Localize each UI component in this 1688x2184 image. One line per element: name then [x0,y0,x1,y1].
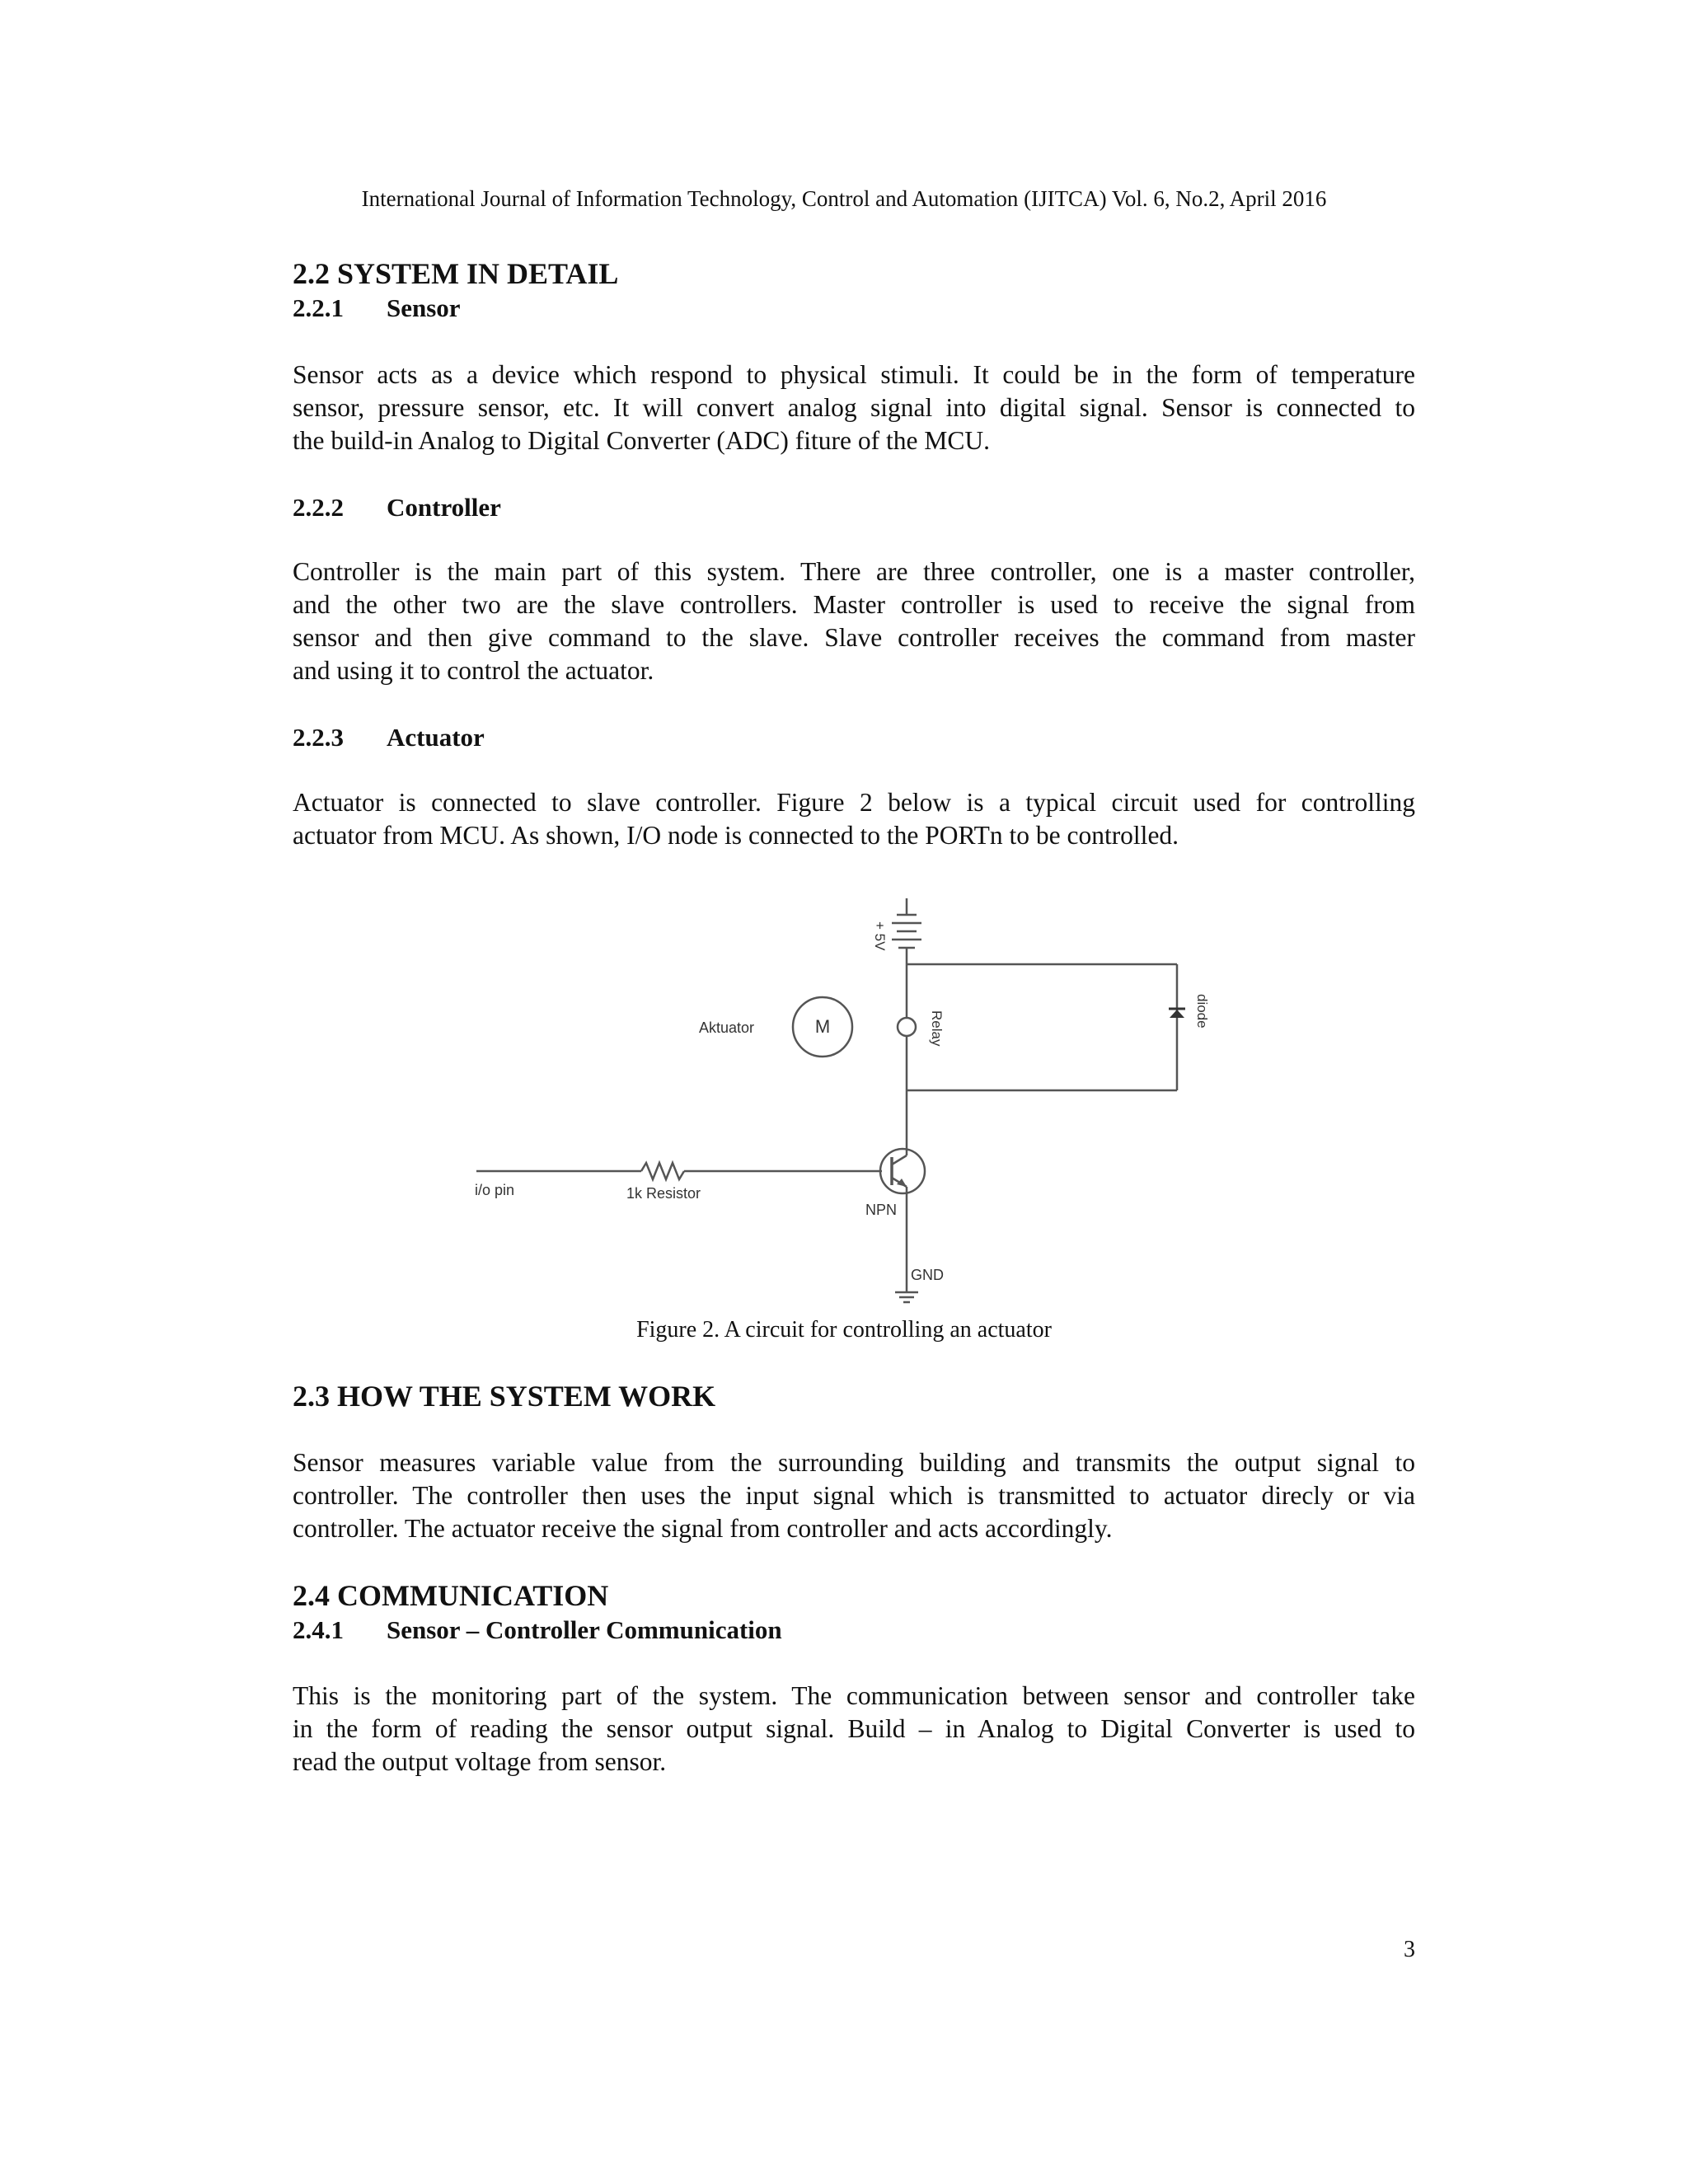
section-2-2-1-heading [293,292,1415,325]
section-2-2-heading: 2.2 SYSTEM IN DETAIL [293,257,619,290]
emitter-arrow [897,1179,907,1187]
paragraph-line: sensor, pressure sensor, etc. It will convert analog signal into digital signal. Sensor is connected to [293,393,1415,422]
aktuator-label: Aktuator [699,1019,755,1036]
controller-paragraph [293,555,1415,687]
sensor-paragraph [293,359,1415,457]
page-number: 3 [1404,1937,1415,1962]
paragraph-line: controller. The actuator receive the signal from controller and acts accordingly. [293,1514,1113,1543]
heading-number: 2.2.3 [293,723,344,752]
actuator-paragraph [293,786,1415,852]
paragraph-line: Sensor acts as a device which respond to physical stimuli. It could be in the form of temperature [293,360,1415,389]
circuit-figure [462,890,1236,1310]
diode-triangle [1170,1010,1184,1018]
motor-label: M [814,1016,831,1037]
diode-label: diode [1194,994,1210,1029]
paragraph-line: actuator from MCU. As shown, I/O node is connected to the PORTn to be controlled. [293,821,1179,850]
supply-label: + 5V [872,921,888,951]
paragraph-line: controller. The controller then uses the input signal which is transmitted to actuator direcly or via [293,1481,1415,1510]
heading-title: Sensor – Controller Communication [387,1615,782,1644]
heading-title: Sensor [387,293,461,322]
heading-title: Controller [387,493,501,522]
transistor-collector [892,1155,907,1165]
figure-caption: Figure 2. A circuit for controlling an actuator [636,1317,1052,1343]
resistor-zigzag [641,1163,684,1179]
section-2-2-2-heading [293,491,1415,524]
circuit-diagram [462,890,1236,1310]
journal-header: International Journal of Information Technology, Control and Automation (IJITCA) Vol. 6, No.2, April 2016 [361,186,1327,211]
system-work-paragraph [293,1446,1415,1545]
paragraph-line: Actuator is connected to slave controller. Figure 2 below is a typical circuit used for controlling [293,788,1415,817]
paragraph-line: read the output voltage from sensor. [293,1747,667,1776]
io-pin-label: i/o pin [475,1182,515,1198]
relay-coil [898,1018,916,1036]
paragraph-line: the build-in Analog to Digital Converter (ADC) fiture of the MCU. [293,426,990,455]
paragraph-line: Controller is the main part of this system. There are three controller, one is a master controller, [293,557,1415,586]
ground-label: GND [911,1267,944,1283]
section-2-2-3-heading [293,721,1415,754]
paragraph-line: Sensor measures variable value from the surrounding building and transmits the output signal to [293,1448,1415,1477]
heading-number: 2.2.2 [293,493,344,522]
resistor-label: 1k Resistor [626,1185,701,1202]
paragraph-line: and the other two are the slave controllers. Master controller is used to receive the signal from [293,590,1415,619]
paragraph-line: in the form of reading the sensor output signal. Build – in Analog to Digital Converter is used to [293,1714,1415,1743]
transistor-label: NPN [865,1202,898,1218]
transistor-body [880,1149,925,1193]
paragraph-line: and using it to control the actuator. [293,656,654,685]
section-2-3-heading: 2.3 HOW THE SYSTEM WORK [293,1380,716,1413]
heading-number: 2.4.1 [293,1615,344,1644]
heading-title: Actuator [387,723,485,752]
relay-label: Relay [929,1010,945,1047]
section-2-4-1-heading [293,1614,1415,1647]
communication-paragraph [293,1680,1415,1779]
paragraph-line: This is the monitoring part of the system. The communication between sensor and controller take [293,1681,1415,1710]
section-2-4-heading: 2.4 COMMUNICATION [293,1579,609,1612]
heading-number: 2.2.1 [293,293,344,322]
paragraph-line: sensor and then give command to the slave. Slave controller receives the command from master [293,623,1415,652]
